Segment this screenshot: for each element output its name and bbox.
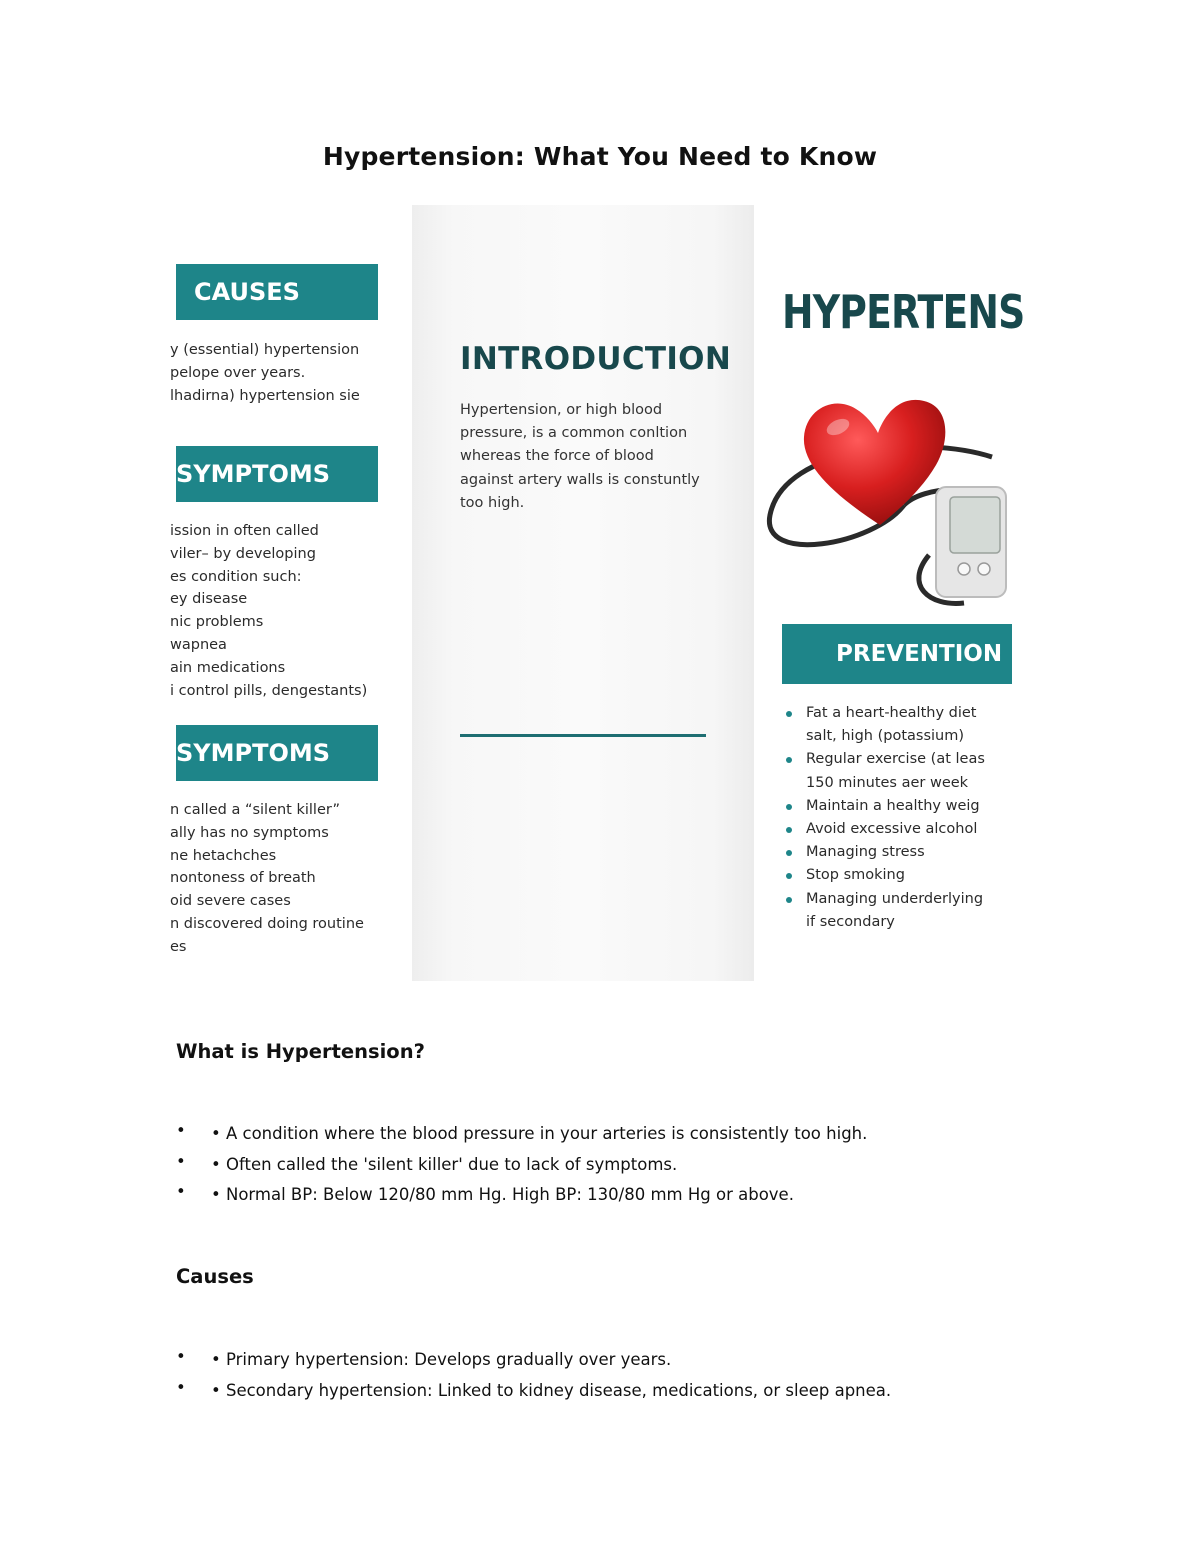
what-is-heading: What is Hypertension?	[176, 1040, 425, 1063]
introduction-text	[460, 399, 730, 515]
causes-header: CAUSES	[176, 264, 378, 320]
bullet-glyph: •	[176, 1121, 186, 1140]
symptoms-line: ission in often called	[170, 523, 319, 539]
prevention-item: Maintain a healthy weig	[784, 795, 994, 818]
causes-lines	[170, 339, 410, 407]
prevention-list	[784, 702, 994, 934]
intro-line: whereas the force of blood	[460, 448, 654, 465]
causes-line: pelope over years.	[170, 364, 306, 381]
heart-monitor-illustration	[754, 385, 992, 615]
symptoms-lines-2	[170, 799, 410, 959]
introduction-divider	[460, 734, 706, 737]
symptoms-line: ain medications	[170, 659, 286, 676]
intro-line: too high.	[460, 494, 525, 511]
prevention-item: Stop smoking	[784, 864, 994, 887]
prevention-item: Regular exercise (at leas	[784, 748, 994, 771]
symptoms-line: ally has no symptoms	[170, 824, 329, 841]
symptoms-line: i control pills, dengestants)	[170, 682, 368, 699]
prevention-item: Avoid excessive alcohol	[784, 818, 994, 841]
symptoms-line: es	[170, 938, 187, 955]
bullet-glyph: •	[176, 1377, 186, 1397]
intro-line: against artery walls is constuntly	[460, 471, 700, 488]
symptoms-line: nontoness of breath	[170, 870, 316, 887]
symptoms-line: es condition such:	[170, 568, 302, 585]
introduction-title: INTRODUCTION	[460, 341, 732, 377]
symptoms-line: n called a “silent killer”	[170, 802, 340, 818]
brochure-right-panel	[754, 205, 1025, 981]
symptoms-lines	[170, 520, 410, 702]
brochure-left-panel	[170, 205, 412, 981]
causes-heading: Causes	[176, 1265, 254, 1288]
intro-line: pressure, is a common conltion	[460, 425, 688, 442]
document-title: Hypertension: What You Need to Know	[322, 142, 878, 171]
bullet-glyph: •	[176, 1151, 186, 1171]
prevention-header: PREVENTION	[782, 624, 1012, 684]
symptoms-line: viler– by developing	[170, 545, 316, 562]
symptoms-line: wapnea	[170, 636, 227, 653]
symptoms-header: SYMPTOMS	[176, 446, 378, 502]
symptoms-line: nic problems	[170, 614, 264, 631]
causes-line: y (essential) hypertension	[170, 342, 360, 358]
symptoms-header-2: SYMPTOMS	[176, 725, 378, 781]
bullet-glyph: •	[176, 1182, 186, 1201]
heart-icon	[804, 400, 945, 525]
symptoms-line: n discovered doing routine	[170, 915, 364, 932]
symptoms-line: oid severe cases	[170, 893, 291, 910]
intro-line: Hypertension, or high blood	[460, 402, 663, 418]
symptoms-line: ne hetachches	[170, 847, 277, 864]
prevention-item-continued: 150 minutes aer week	[806, 774, 969, 791]
causes-line: lhadirna) hypertension sie	[170, 387, 360, 404]
prevention-item: Fat a heart-healthy diet	[784, 702, 994, 725]
hypertension-title: HYPERTENS	[782, 285, 1025, 339]
prevention-item-continued: if secondary	[806, 913, 895, 930]
prevention-item: Managing underderlying	[784, 888, 994, 911]
prevention-item-continued: salt, high (potassium)	[806, 728, 965, 745]
symptoms-line: ey disease	[170, 591, 248, 608]
bullet-glyph: •	[176, 1347, 186, 1366]
prevention-item: Managing stress	[784, 841, 994, 864]
brochure-middle-panel	[412, 205, 754, 981]
brochure-image	[170, 205, 1025, 981]
